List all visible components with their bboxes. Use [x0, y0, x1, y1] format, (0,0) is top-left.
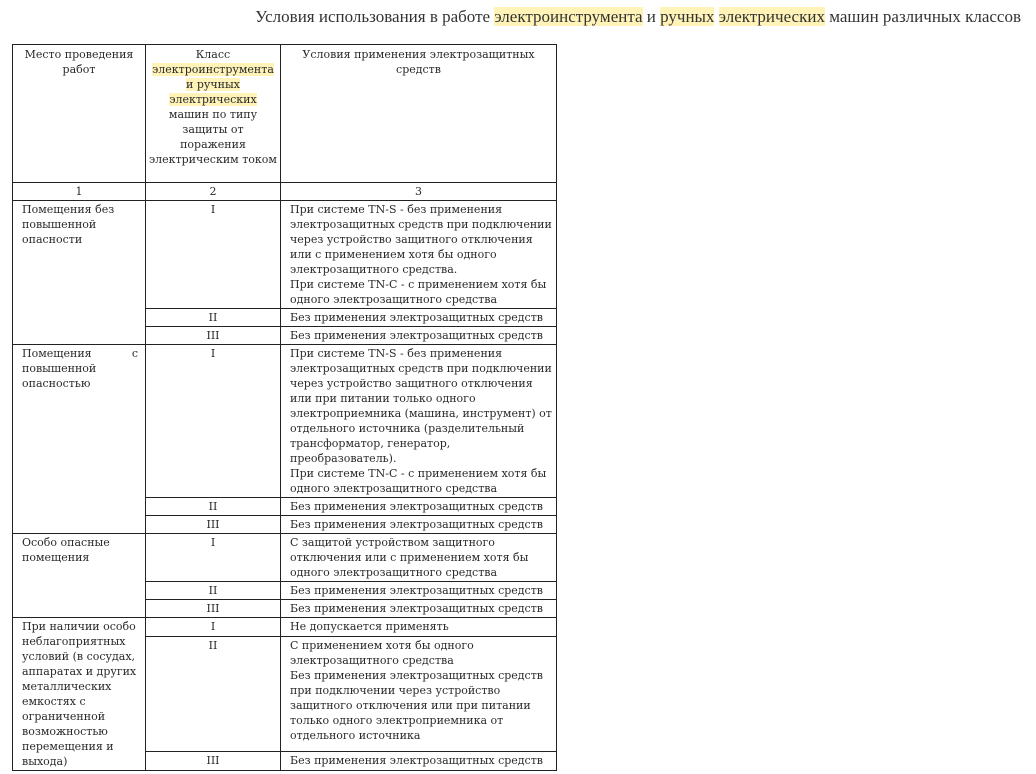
conditions-cell: С защитой устройством защитного отключения или с применением хотя бы одного электрозащитного средства — [281, 534, 557, 582]
condition-line: При системе TN-S - без применения электрозащитных средств при подключении через устройство защитного отключения или при питании только одного электроприемника (машина, инструмент) от отдельного источника (разделительный трансформатор, генератор, преобразователь). — [290, 347, 552, 465]
class-cell: III — [146, 516, 281, 534]
conditions-cell: Без применения электрозащитных средств — [281, 516, 557, 534]
condition-line: Без применения электрозащитных средств при подключении через устройство защитного отключения или при питании только одного электроприемника от отдельного источника — [290, 669, 543, 743]
header-place: Место проведения работ — [13, 45, 146, 183]
class-cell: II — [146, 309, 281, 327]
column-number: 3 — [281, 183, 557, 201]
header-row — [13, 45, 557, 183]
class-cell: II — [146, 582, 281, 600]
table-row — [13, 201, 557, 309]
title-highlight: электрических — [718, 7, 825, 26]
title-text: машин различных классов — [824, 7, 1021, 26]
class-cell: II — [146, 498, 281, 516]
table-row — [13, 534, 557, 582]
conditions-cell — [281, 345, 557, 498]
place-cell: Особо опасные помещения — [13, 534, 146, 618]
header-highlight-tool: электроинструмента — [152, 63, 274, 76]
class-cell: I — [146, 534, 281, 582]
class-cell: III — [146, 327, 281, 345]
conditions-cell: Без применения электрозащитных средств — [281, 327, 557, 345]
header-highlight-manual: и ручных — [186, 78, 240, 91]
condition-line: С применением хотя бы одного электрозащитного средства — [290, 639, 474, 668]
class-cell: II — [146, 637, 281, 752]
table-row — [13, 345, 557, 498]
conditions-cell — [281, 201, 557, 309]
conditions-cell: Без применения электрозащитных средств — [281, 751, 557, 770]
header-highlight-electric: электрических — [169, 93, 257, 106]
class-cell: I — [146, 345, 281, 498]
column-numbers-row — [13, 183, 557, 201]
conditions-cell: Без применения электрозащитных средств — [281, 582, 557, 600]
table-row — [13, 618, 557, 637]
title-text: Условия использования в работе — [255, 7, 495, 26]
column-number: 1 — [13, 183, 146, 201]
class-cell: I — [146, 201, 281, 309]
conditions-cell: Без применения электрозащитных средств — [281, 498, 557, 516]
header-conditions: Условия применения электрозащитных средств — [281, 45, 557, 183]
condition-line: При системе TN-C - с применением хотя бы одного электрозащитного средства — [290, 467, 547, 495]
conditions-cell — [281, 637, 557, 752]
conditions-cell: Без применения электрозащитных средств — [281, 309, 557, 327]
table-body — [13, 45, 557, 771]
place-cell: Помещения без повышенной опасности — [13, 201, 146, 345]
title-highlight: ручных — [660, 7, 715, 26]
header-class: Класс электроинструмента и ручных электрических машин по типу защиты от поражения электрическим током — [146, 45, 281, 183]
class-cell: III — [146, 600, 281, 618]
title-text: и — [642, 7, 661, 26]
conditions-cell: Не допускается применять — [281, 618, 557, 637]
place-cell: При наличии особо неблагоприятных условий (в сосудах, аппаратах и других металлических емкостях с ограниченной возможностью перемещения и выхода) — [13, 618, 146, 771]
title-highlight: электроинструмента — [494, 7, 643, 26]
condition-line: При системе TN-C - с применением хотя бы одного электрозащитного средства — [290, 278, 547, 306]
column-number: 2 — [146, 183, 281, 201]
usage-conditions-table — [12, 44, 557, 771]
place-cell: Помещения с повышенной опасностью — [13, 345, 146, 534]
class-cell: I — [146, 618, 281, 637]
condition-line: При системе TN-S - без применения электрозащитных средств при подключении через устройство защитного отключения или с применением хотя бы одного электрозащитного средства. — [290, 203, 552, 276]
class-cell: III — [146, 751, 281, 770]
conditions-cell: Без применения электрозащитных средств — [281, 600, 557, 618]
page-title — [255, 5, 1021, 29]
